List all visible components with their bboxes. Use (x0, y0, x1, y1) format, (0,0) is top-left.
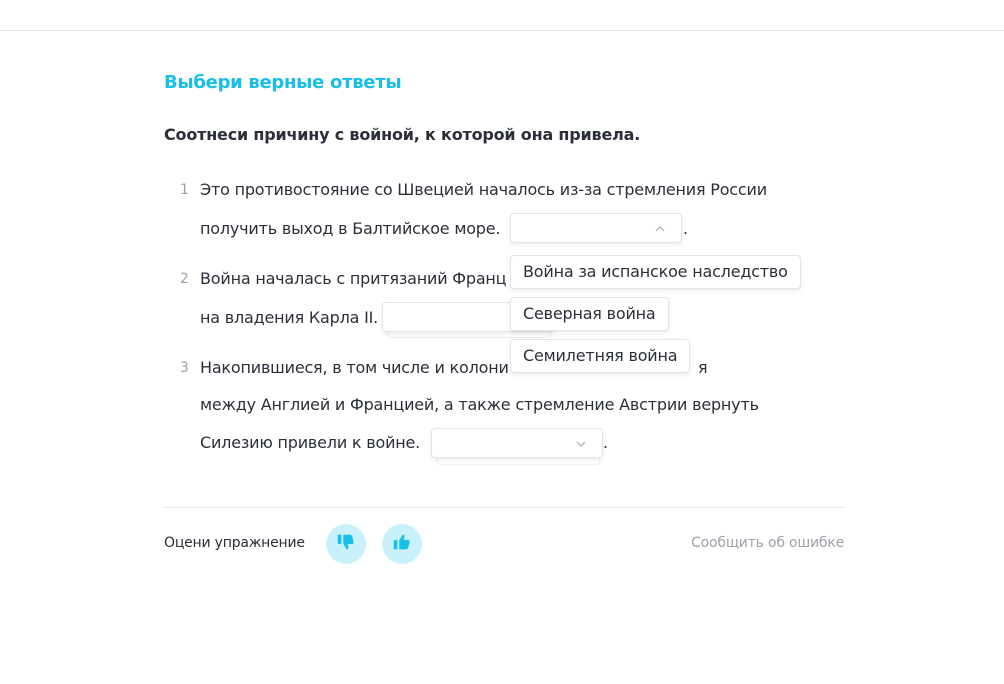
item-1-answer-select[interactable] (510, 213, 682, 243)
like-button[interactable] (382, 524, 422, 564)
chevron-down-icon (574, 437, 588, 451)
report-error-link[interactable]: Сообщить об ошибке (691, 535, 844, 551)
item-3-text-line2: между Англией и Францией, а также стремление Австрии вернуть (200, 395, 759, 414)
thumbs-down-icon (335, 531, 357, 557)
chevron-up-icon (653, 222, 667, 236)
dropdown-option[interactable]: Семилетняя война (510, 339, 690, 373)
page-title: Выбери верные ответы (164, 72, 402, 93)
thumbs-up-icon (391, 531, 413, 557)
item-number: 1 (180, 182, 189, 198)
item-number: 3 (180, 360, 189, 376)
dropdown-option[interactable]: Война за испанское наследство (510, 255, 801, 289)
item-3-text-line1-tail: я (698, 358, 708, 377)
task-instruction: Соотнеси причину с войной, к которой она привела. (164, 125, 641, 144)
item-1-period: . (683, 219, 689, 238)
item-1-text-line2: получить выход в Балтийское море. (200, 219, 501, 238)
item-3-text-line1: Накопившиеся, в том числе и колони (200, 358, 509, 377)
dislike-button[interactable] (326, 524, 366, 564)
item-3-period: . (603, 433, 609, 452)
item-3-answer-select[interactable] (431, 428, 603, 458)
item-number: 2 (180, 271, 189, 287)
item-1-text-line1: Это противостояние со Швецией началось из-за стремления России (200, 180, 767, 199)
divider (164, 507, 844, 508)
item-2-text-line1: Война началась с притязаний Франц (200, 269, 507, 288)
item-3-text-line3: Силезию привели к войне. (200, 433, 421, 452)
rate-label: Оцени упражнение (164, 535, 305, 551)
top-bar (0, 0, 1004, 31)
item-2-text-line2: на владения Карла II. (200, 308, 379, 327)
dropdown-option[interactable]: Северная война (510, 297, 669, 331)
